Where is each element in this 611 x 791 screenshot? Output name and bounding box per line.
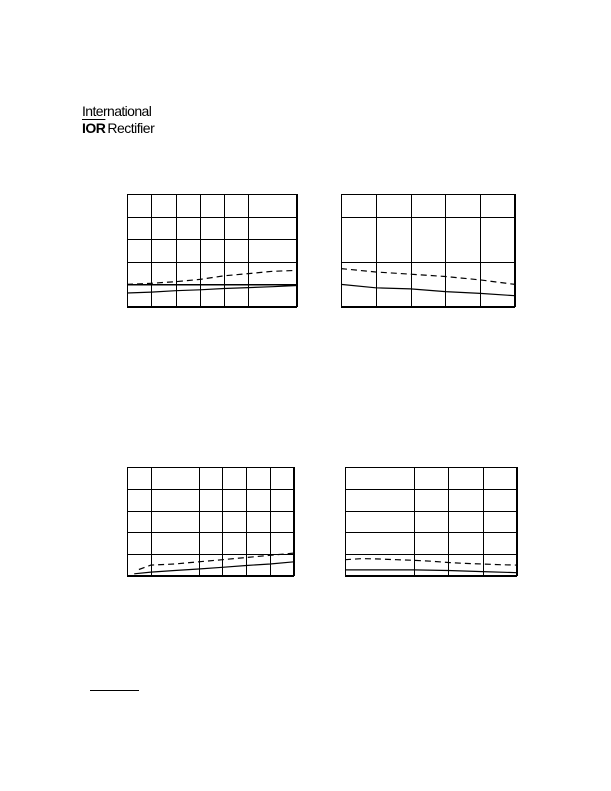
chart-top-left-svg bbox=[127, 194, 297, 307]
series-line-2 bbox=[345, 570, 517, 573]
series-line-1 bbox=[127, 270, 297, 284]
chart-top-right-svg bbox=[341, 194, 515, 307]
chart-top-right bbox=[341, 194, 515, 307]
plot-frame bbox=[128, 468, 294, 576]
series-line-1 bbox=[345, 559, 517, 566]
logo-rectifier-text: Rectifier bbox=[107, 120, 155, 136]
logo-international-text: International bbox=[82, 103, 152, 119]
series-line-1 bbox=[341, 269, 515, 285]
series-line-2 bbox=[127, 286, 297, 294]
chart-top-left bbox=[127, 194, 297, 307]
logo-mark: $\overline{IOR}$ bbox=[82, 120, 106, 136]
plot-frame bbox=[346, 468, 517, 576]
chart-bottom-right-svg bbox=[345, 467, 517, 576]
company-logo bbox=[82, 104, 154, 135]
chart-bottom-right bbox=[345, 467, 517, 576]
chart-bottom-left bbox=[127, 467, 294, 576]
logo-second-line bbox=[82, 121, 154, 135]
footnote-rule bbox=[90, 690, 139, 691]
chart-bottom-left-svg bbox=[127, 467, 294, 576]
series-line-2 bbox=[341, 284, 515, 295]
